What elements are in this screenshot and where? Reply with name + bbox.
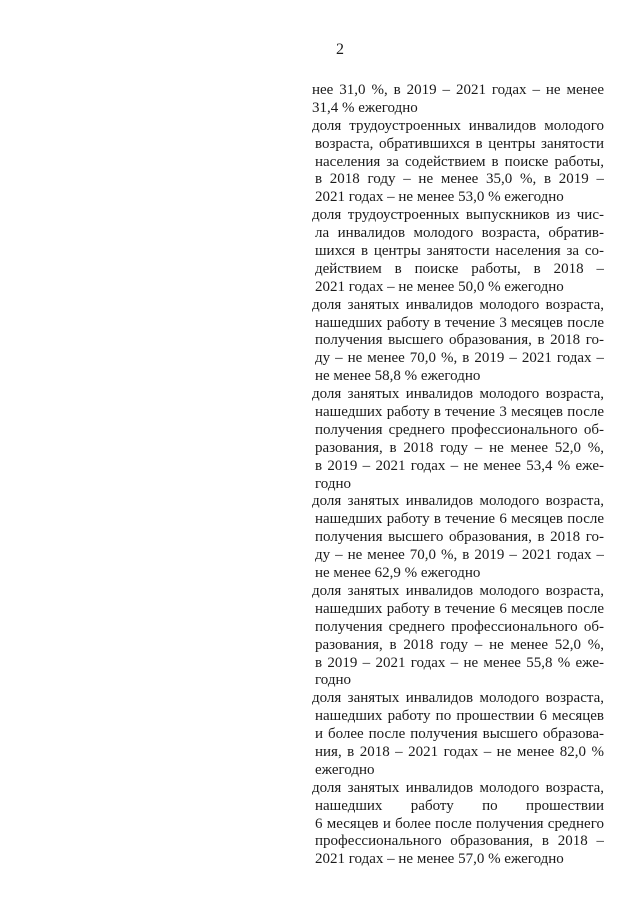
text-line: не менее 62,9 % ежегодно xyxy=(315,565,481,582)
text-line: доля занятых инвалидов молодого возраста, xyxy=(312,779,604,796)
text-line: нашедших работу в течение 6 месяцев после xyxy=(315,511,604,528)
text-line: ду – не менее 70,0 %, в 2019 – 2021 годах – xyxy=(315,350,604,367)
text-line: 2021 годах – не менее 50,0 % ежегодно xyxy=(315,278,564,295)
paragraph-6-months-higher-education xyxy=(312,493,604,582)
text-line: населения за содействием в поиске работы, xyxy=(315,153,604,170)
text-line: ежегодно xyxy=(315,761,375,778)
text-line: доля трудоустроенных инвалидов молодого xyxy=(312,117,604,134)
text-line: ду – не менее 70,0 %, в 2019 – 2021 годах – xyxy=(315,547,604,564)
paragraph-after-6-months-higher-education xyxy=(312,690,604,779)
text-line: действием в поиске работы, в 2018 – xyxy=(315,260,604,277)
text-line: нашедших работу в течение 6 месяцев после xyxy=(315,600,604,617)
indicator-list xyxy=(312,82,604,869)
text-line: разования, в 2018 году – не менее 52,0 %, xyxy=(315,636,604,653)
text-line: профессионального образования, в 2018 – xyxy=(315,833,604,850)
text-line: возраста, обратившихся в центры занятости xyxy=(315,135,604,152)
text-line: получения среднего профессионального об- xyxy=(315,618,604,635)
text-line: доля занятых инвалидов молодого возраста, xyxy=(312,690,604,707)
text-line: нашедших работу в течение 3 месяцев после xyxy=(315,404,604,421)
text-line: в 2018 году – не менее 35,0 %, в 2019 – xyxy=(315,171,604,188)
text-line: ния, в 2018 – 2021 годах – не менее 82,0 % xyxy=(315,743,604,760)
text-line: доля занятых инвалидов молодого возраста, xyxy=(312,386,604,403)
text-line: в 2019 – 2021 годах – не менее 55,8 % еже- xyxy=(315,654,604,671)
text-line: 6 месяцев и более после получения среднего xyxy=(315,815,604,832)
text-line: доля трудоустроенных выпускников из чис- xyxy=(312,207,604,224)
text-line: шихся в центры занятости населения за со- xyxy=(315,243,604,260)
text-line: в 2019 – 2021 годах – не менее 53,4 % еже- xyxy=(315,457,604,474)
paragraph-6-months-vocational-education xyxy=(312,583,604,690)
paragraph-employed-young-disabled xyxy=(312,118,604,207)
paragraph-after-6-months-vocational-education xyxy=(312,780,604,869)
text-line: получения высшего образования, в 2018 го- xyxy=(315,529,604,546)
paragraph-continuation xyxy=(312,82,604,118)
text-line: и более после получения высшего образова- xyxy=(315,726,604,743)
paragraph-employed-graduates xyxy=(312,207,604,296)
text-line: доля занятых инвалидов молодого возраста, xyxy=(312,493,604,510)
text-line: разования, в 2018 году – не менее 52,0 %, xyxy=(315,439,604,456)
text-line: не менее 58,8 % ежегодно xyxy=(315,368,481,385)
text-line: нашедших работу по прошествии 6 месяцев xyxy=(315,708,604,725)
text-line: годно xyxy=(315,672,352,689)
text-line: получения среднего профессионального об- xyxy=(315,421,604,438)
text-line: получения высшего образования, в 2018 го- xyxy=(315,332,604,349)
paragraph-3-months-higher-education xyxy=(312,297,604,386)
text-line: нашедших работу по прошествии xyxy=(315,797,604,814)
page-number: 2 xyxy=(336,41,344,58)
text-line: 2021 годах – не менее 53,0 % ежегодно xyxy=(315,189,564,206)
text-line: ла инвалидов молодого возраста, обратив- xyxy=(315,225,604,242)
text-line: 31,4 % ежегодно xyxy=(312,99,418,116)
paragraph-3-months-vocational-education xyxy=(312,386,604,493)
text-line: годно xyxy=(315,475,352,492)
text-line: нее 31,0 %, в 2019 – 2021 годах – не менее xyxy=(312,82,604,98)
text-line: 2021 годах – не менее 57,0 % ежегодно xyxy=(315,851,564,868)
text-line: доля занятых инвалидов молодого возраста, xyxy=(312,296,604,313)
text-line: доля занятых инвалидов молодого возраста, xyxy=(312,582,604,599)
text-line: нашедших работу в течение 3 месяцев после xyxy=(315,314,604,331)
